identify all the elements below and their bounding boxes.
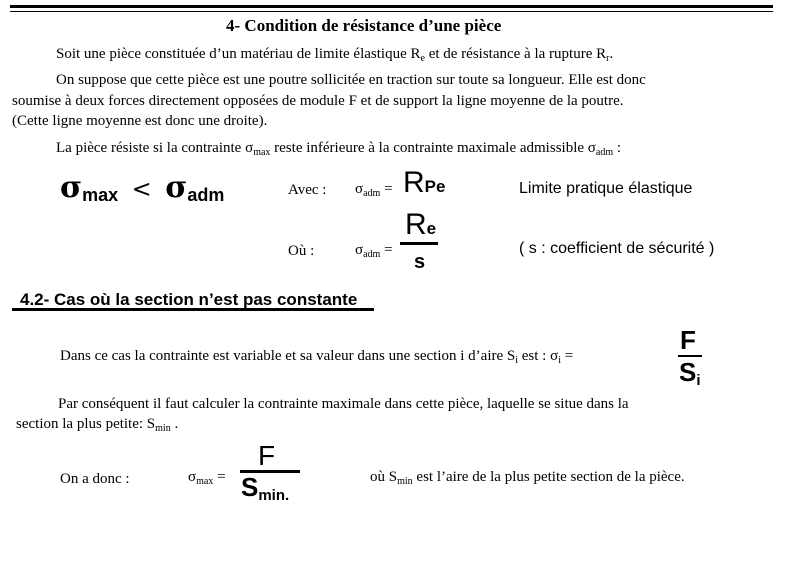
avec-note: Limite pratique élastique [519, 180, 693, 197]
final-label: On a donc : [60, 471, 130, 487]
section-heading: 4.2- Cas où la section n’est pas constante [20, 290, 358, 309]
ou-sigma-adm: $\sigma_{adm}$ = [355, 242, 393, 260]
top-rule-thick [10, 5, 773, 8]
ou-numerator: Re [405, 208, 437, 241]
final-note: où $S_{min}$ est l’aire de la plus petite section de la pièce. [370, 469, 685, 487]
final-denominator: Smin. [241, 472, 290, 504]
inequality-formula: σmax < σadm [60, 170, 225, 205]
section-heading-underline [12, 308, 374, 311]
sigma-symbol: σ [165, 170, 188, 205]
intro-line-1: Soit une pièce constituée d’un matériau de limite élastique $R_e$ et de résistance à la rupture $R_r$. [56, 46, 614, 64]
intro-para2-line-1: On suppose que cette pièce est une poutre sollicitée en traction sur toute sa longueur. Elle est donc [56, 72, 646, 88]
final-numerator: F [258, 440, 276, 471]
variable-stress-text: Dans ce cas la contrainte est variable et sa valeur dans une section i d’aire $S_i$ est : $\sigma_i$ = [60, 348, 574, 366]
consequence-line-2: section la plus petite: $S_{min}$ . [16, 416, 179, 434]
sigma-symbol: σ [60, 170, 83, 205]
condition-sentence: La pièce résiste si la contrainte $\sigma_{max}$ reste inférieure à la contrainte maximale admissible $\sigma_{adm}$ : [56, 140, 622, 158]
intro-para2-line-2: soumise à deux forces directement opposées de module F et de support la ligne moyenne de la poutre. [12, 93, 624, 109]
top-rule-thin [10, 11, 773, 12]
ou-fraction-bar [400, 242, 438, 245]
variable-denominator: Si [679, 357, 701, 389]
avec-label: Avec : [288, 182, 327, 198]
consequence-line-1: Par conséquent il faut calculer la contrainte maximale dans cette pièce, laquelle se situe dans la [58, 396, 629, 412]
variable-numerator: F [680, 325, 696, 355]
intro-para2-line-3: (Cette ligne moyenne est donc une droite). [12, 113, 268, 129]
avec-rhs: RPe [403, 166, 446, 199]
avec-sigma-adm: $\sigma_{adm}$ = [355, 181, 393, 199]
ou-denominator: s [414, 251, 426, 273]
ou-note: ( s : coefficient de sécurité ) [519, 240, 715, 257]
final-sigma-max: $\sigma_{max}$ = [188, 469, 226, 487]
ou-label: Où : [288, 243, 315, 259]
page-title: 4- Condition de résistance d’une pièce [226, 16, 502, 35]
